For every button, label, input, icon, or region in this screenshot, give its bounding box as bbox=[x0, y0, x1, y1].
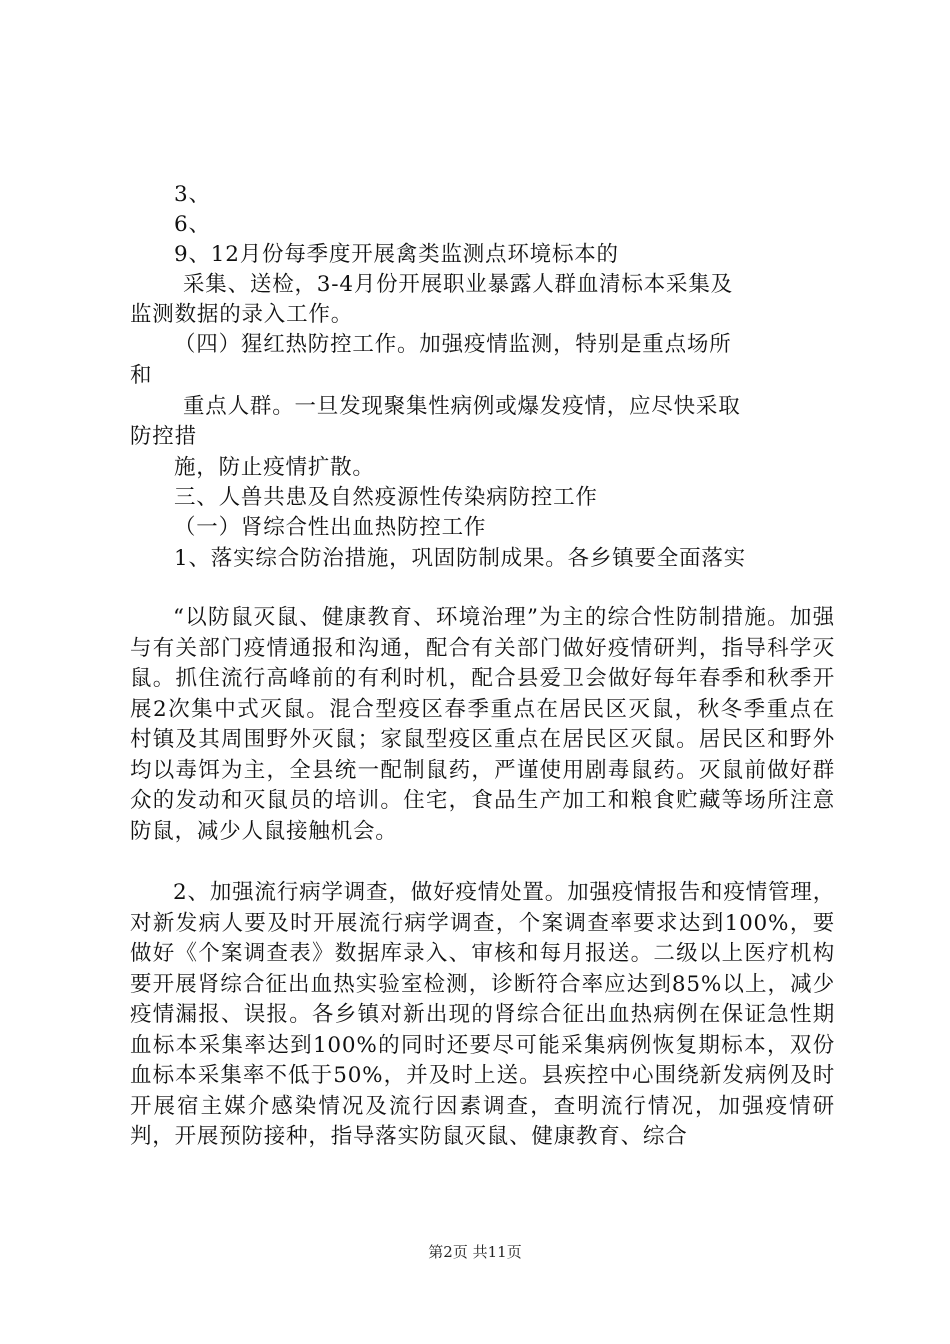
text-line: 6、 bbox=[174, 212, 211, 237]
text-line: 3、 bbox=[174, 182, 211, 207]
section-heading: （四）猩红热防控工作。加强疫情监测，特别是重点场所 bbox=[174, 332, 732, 357]
subsection-heading: （一）肾综合性出血热防控工作 bbox=[174, 515, 487, 540]
text-line: 9、12月份每季度开展禽类监测点环境标本的 bbox=[174, 242, 619, 267]
text-line: 施，防止疫情扩散。 bbox=[174, 455, 375, 480]
text-line: 防控措 bbox=[130, 424, 197, 449]
page-number: 第2页 共11页 bbox=[428, 1243, 522, 1261]
text-line: 重点人群。一旦发现聚集性病例或爆发疫情，应尽快采取 bbox=[183, 394, 741, 419]
section-heading: 三、人兽共患及自然疫源性传染病防控工作 bbox=[174, 485, 598, 510]
text-line: 和 bbox=[130, 363, 153, 388]
text-line: 1、落实综合防治措施，巩固防制成果。各乡镇要全面落实 bbox=[174, 546, 746, 571]
text-line: 采集、送检，3-4月份开展职业暴露人群血清标本采集及 bbox=[183, 272, 733, 297]
body-paragraph: “以防鼠灭鼠、健康教育、环境治理”为主的综合性防制措施。加强与有关部门疫情通报和沟通，配合有关部门做好疫情研判，指导科学灭鼠。抓住流行高峰前的有利时机，配合县爱卫会做好每年春季和秋季开展2次集中式灭鼠。混合型疫区春季重点在居民区灭鼠，秋冬季重点在村镇及其周围野外灭鼠；家鼠型疫区重点在居民区灭鼠。居民区和野外均以毒饵为主，全县统一配制鼠药，严谨使用剧毒鼠药。灭鼠前做好群众的发动和灭鼠员的培训。住宅，食品生产加工和粮食贮藏等场所注意防鼠，减少人鼠接触机会。 bbox=[130, 605, 835, 844]
text-line: 监测数据的录入工作。 bbox=[130, 302, 354, 327]
body-paragraph: 2、加强流行病学调查，做好疫情处置。加强疫情报告和疫情管理，对新发病人要及时开展流行病学调查，个案调查率要求达到100%，要做好《个案调查表》数据库录入、审核和每月报送。二级以上医疗机构要开展肾综合征出血热实验室检测，诊断符合率应达到85%以上，减少疫情漏报、误报。各乡镇对新出现的肾综合征出血热病例在保证急性期血标本采集率达到100%的同时还要尽可能采集病例恢复期标本，双份血标本采集率不低于50%，并及时上送。县疾控中心围绕新发病例及时开展宿主媒介感染情况及流行因素调查，查明流行情况，加强疫情研判，开展预防接种，指导落实防鼠灭鼠、健康教育、综合 bbox=[130, 880, 835, 1149]
